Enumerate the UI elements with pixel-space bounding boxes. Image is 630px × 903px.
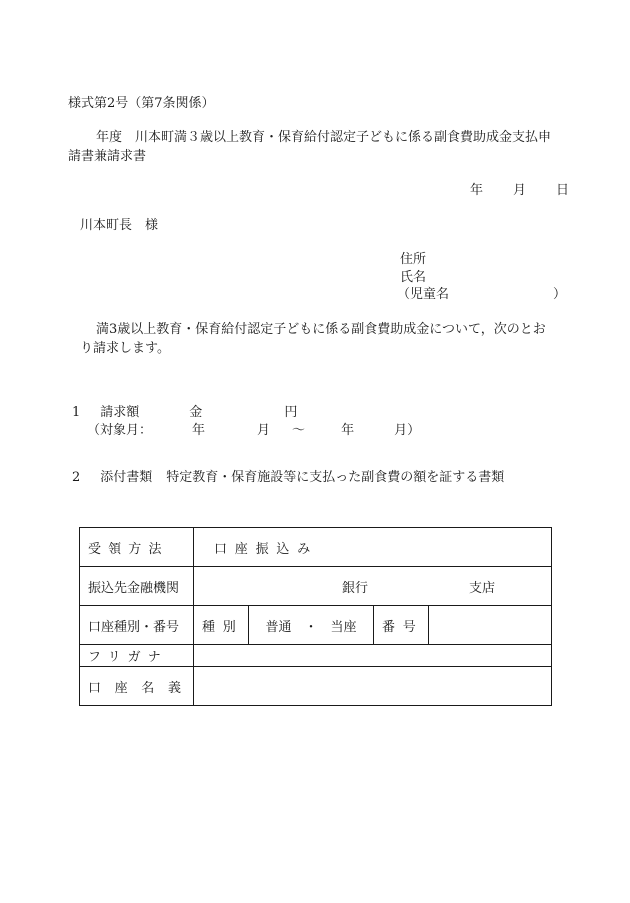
date-year: 年 xyxy=(470,183,484,198)
form-number: 様式第2号（第7条関係） xyxy=(68,96,215,111)
furigana-label: フリガナ xyxy=(80,645,194,667)
claim-kin: 金 xyxy=(189,405,203,420)
addressee: 川本町長 様 xyxy=(80,218,159,233)
table-row xyxy=(80,606,552,645)
target-label: （対象月： xyxy=(87,423,153,438)
target-year-1: 年 xyxy=(192,423,206,438)
target-month-row xyxy=(87,423,420,439)
branch-suffix: 支店 xyxy=(468,580,495,596)
number-label: 番号 xyxy=(373,606,428,644)
name-label: 氏名 xyxy=(400,270,427,285)
title-line-2: 請書兼請求書 xyxy=(68,149,147,164)
address-label: 住所 xyxy=(400,252,427,267)
holder-label: 口座名義 xyxy=(80,667,194,706)
date-month: 月 xyxy=(513,183,527,198)
account-value-cell xyxy=(194,606,552,645)
furigana-field[interactable] xyxy=(194,645,552,667)
child-name-line xyxy=(397,287,566,303)
method-value: 口座振込み xyxy=(214,541,319,557)
attachment-text: 特定教育・保育施設等に支払った副食費の額を証する書類 xyxy=(166,470,505,485)
table-row xyxy=(80,667,552,706)
claim-number: 1 xyxy=(72,405,81,420)
attachment-row xyxy=(72,470,504,486)
body-line-2: り請求します。 xyxy=(80,341,170,356)
target-year-2: 年 xyxy=(341,423,355,438)
claim-label: 請求額 xyxy=(100,405,140,420)
body-line-1: 満3歳以上教育・保育給付認定子どもに係る副食費助成金について，次のとお xyxy=(96,322,546,337)
type-label: 種別 xyxy=(202,619,244,635)
target-month-1: 月 xyxy=(257,423,271,438)
table-row xyxy=(80,567,552,606)
bank-value-cell[interactable] xyxy=(194,567,552,606)
table-row xyxy=(80,528,552,567)
type-value[interactable]: 普通 ・ 当座 xyxy=(248,606,373,644)
table-row xyxy=(80,645,552,667)
attachment-label: 添付書類 xyxy=(100,470,153,485)
date-day: 日 xyxy=(556,183,570,198)
date-line xyxy=(470,183,569,199)
holder-field[interactable] xyxy=(194,667,552,706)
title-line-1: 年度 川本町満３歳以上教育・保育給付認定子どもに係る副食費助成金支払申 xyxy=(96,130,552,145)
child-name-close: ） xyxy=(553,287,567,302)
target-tilde: ～ xyxy=(292,423,306,438)
claim-yen: 円 xyxy=(284,405,298,420)
attachment-number: 2 xyxy=(72,470,81,485)
method-label: 受領方法 xyxy=(80,528,194,567)
bank-suffix: 銀行 xyxy=(342,580,369,596)
bank-label: 振込先金融機関 xyxy=(80,567,194,606)
number-field[interactable] xyxy=(428,606,551,644)
claim-amount-row xyxy=(72,405,297,421)
account-label: 口座種別・番号 xyxy=(80,606,194,645)
bank-transfer-table xyxy=(79,527,552,706)
target-month-2: 月） xyxy=(394,423,421,438)
child-name-open: （児童名 xyxy=(397,287,450,302)
method-value-cell xyxy=(194,528,552,567)
